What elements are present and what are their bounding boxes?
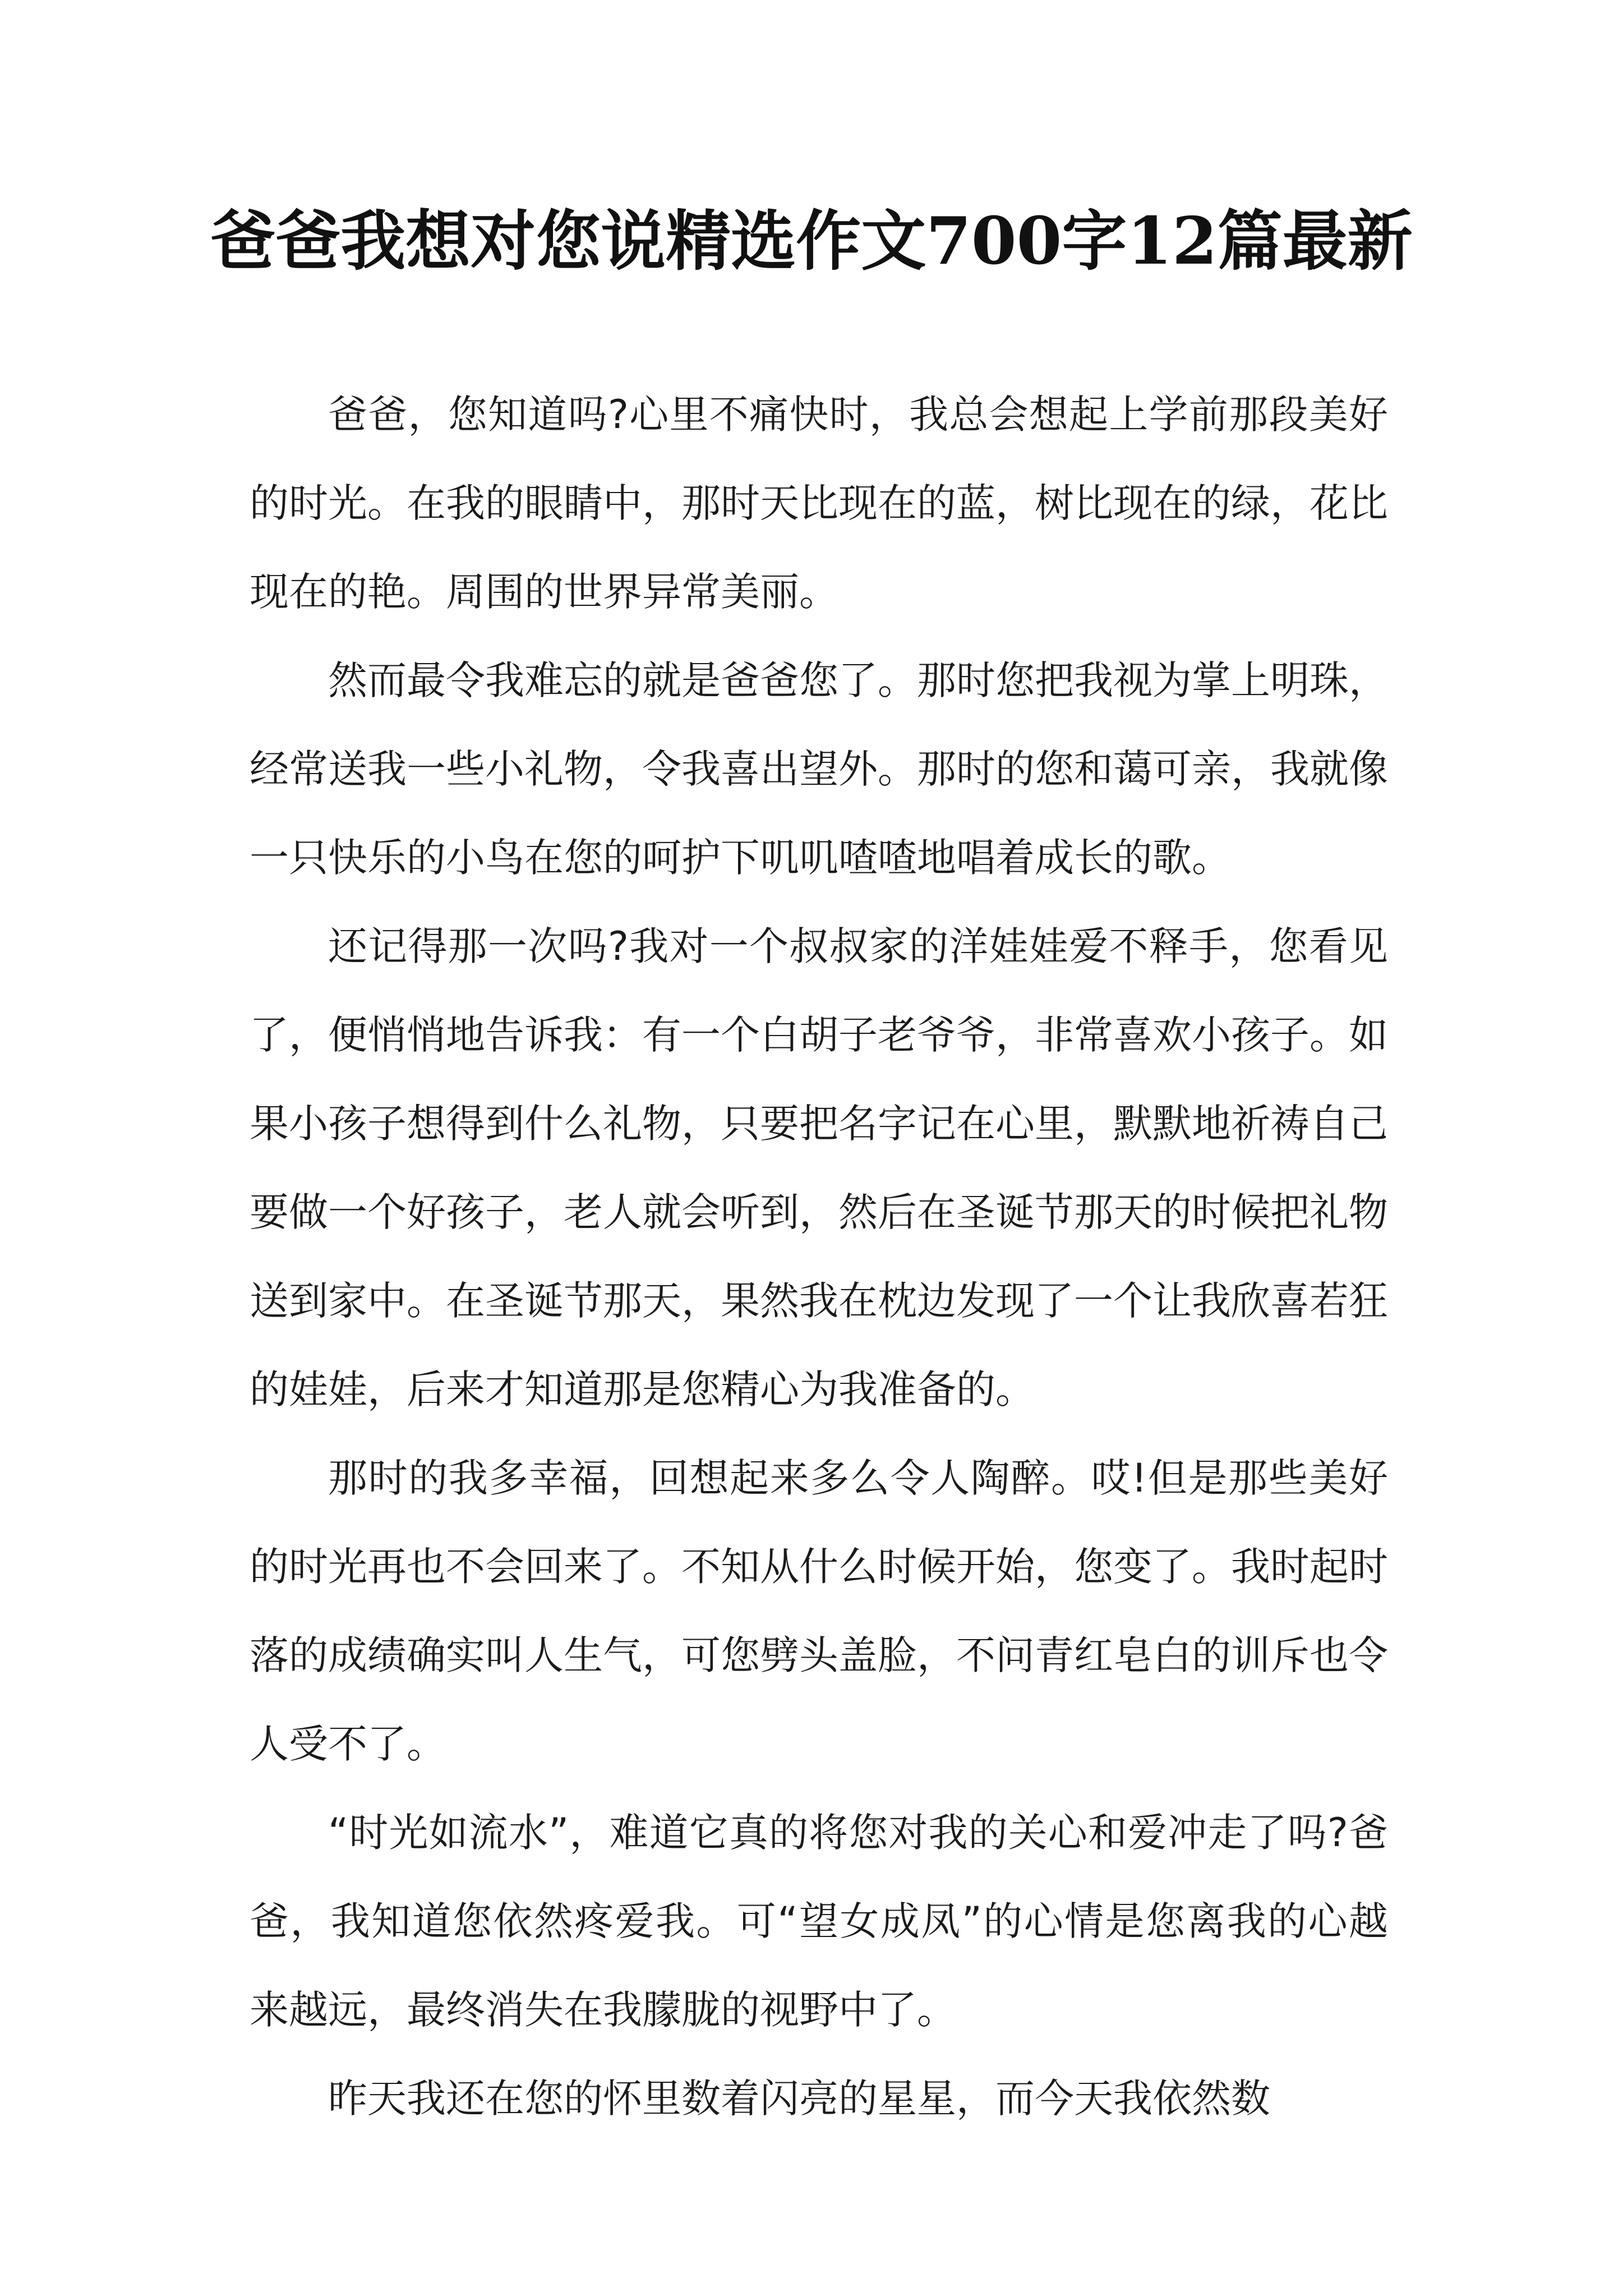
paragraph: 那时的我多幸福，回想起来多么令人陶醉。哎!但是那些美好的时光再也不会回来了。不知从什么时候开始，您变了。我时起时落的成绩确实叫人生气，可您劈头盖脸，不问青红皂白的训斥也令人受不了。: [250, 1455, 1388, 1767]
document-title: 爸爸我想对您说精选作文700字12篇最新: [210, 203, 1413, 279]
paragraph: “时光如流水”，难道它真的将您对我的关心和爱冲走了吗?爸爸，我知道您依然疼爱我。可“望女成凤”的心情是您离我的心越来越远，最终消失在我朦胧的视野中了。: [250, 1810, 1388, 2033]
paragraph: 昨天我还在您的怀里数着闪亮的星星，而今天我依然数: [328, 2076, 1270, 2122]
paragraph: 然而最令我难忘的就是爸爸您了。那时您把我视为掌上明珠，经常送我一些小礼物，令我喜出望外。那时的您和蔼可亲，我就像一只快乐的小鸟在您的呵护下叽叽喳喳地唱着成长的歌。: [250, 657, 1388, 881]
paragraph: 爸爸，您知道吗?心里不痛快时，我总会想起上学前那段美好的时光。在我的眼睛中，那时天比现在的蓝，树比现在的绿，花比现在的艳。周围的世界异常美丽。: [250, 392, 1388, 615]
paragraph: 还记得那一次吗?我对一个叔叔家的洋娃娃爱不释手，您看见了，便悄悄地告诉我：有一个白胡子老爷爷，非常喜欢小孩子。如果小孩子想得到什么礼物，只要把名字记在心里，默默地祈祷自己要做一个好孩子，老人就会听到，然后在圣诞节那天的时候把礼物送到家中。在圣诞节那天，果然我在枕边发现了一个让我欣喜若狂的娃娃，后来才知道那是您精心为我准备的。: [250, 923, 1388, 1412]
document-body: [250, 370, 1388, 2143]
